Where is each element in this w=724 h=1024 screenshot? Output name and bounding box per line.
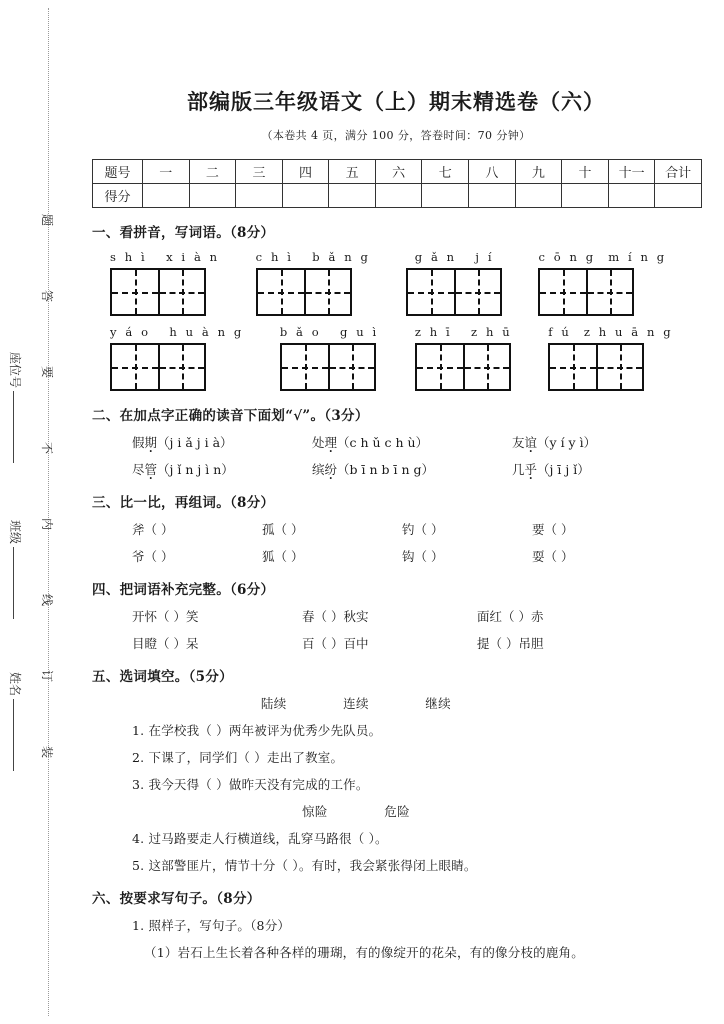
pronunciation-item-4[interactable] (132, 460, 312, 478)
idiom-item-4[interactable]: 目瞪（ ）呆 (132, 636, 199, 651)
dotted-char: 理 (324, 435, 338, 450)
score-cell-8[interactable] (469, 184, 516, 208)
name-label: 姓名 (8, 672, 22, 697)
word-bank-1 (92, 694, 700, 712)
idiom-item-6[interactable]: 提（ ）吊胆 (477, 636, 544, 651)
choices[interactable]: （j ī j ǐ） (537, 462, 590, 477)
section-3 (92, 491, 700, 565)
page-title: 部编版三年级语文（上）期末精选卷（六） (187, 89, 605, 114)
choices[interactable]: （y í y ì） (537, 435, 597, 450)
section-6-heading: 六、按要求写句子。（8分） (92, 891, 261, 907)
section-6-sub-heading: 1. 照样子，写句子。（8分） (132, 918, 291, 933)
score-table (92, 159, 702, 208)
binding-line-column (34, 0, 64, 1024)
pinyin-text-5: y á o h u à n g (110, 325, 244, 339)
tianzige-cell[interactable] (463, 345, 509, 389)
seat-number-field[interactable] (7, 352, 24, 463)
pinyin-text-4: c ō n g m í n g (538, 250, 667, 264)
pinyin-group-3 (406, 250, 502, 316)
col-header-6: 六 (375, 160, 422, 184)
tianzige-cell[interactable] (454, 270, 500, 314)
tianzige-box-7[interactable] (415, 343, 511, 391)
seat-number-label: 座位号 (8, 352, 22, 389)
score-cell-1[interactable] (143, 184, 190, 208)
class-label: 班级 (8, 520, 22, 545)
pinyin-row-2 (110, 325, 700, 391)
score-cell-7[interactable] (422, 184, 469, 208)
compare-row-1 (132, 520, 700, 538)
compare-item-7[interactable]: 钩（ ） (402, 549, 444, 564)
fill-question-2[interactable]: 2. 下课了，同学们（ ）走出了教室。 (132, 750, 344, 765)
word-bank-2 (92, 802, 700, 820)
tianzige-cell[interactable] (158, 345, 204, 389)
word-bank-1-option-2: 连续 (343, 696, 369, 711)
word-head: 几 (512, 462, 525, 477)
pinyin-text-2: c h ì b ǎ n g (255, 250, 371, 264)
score-cell-11[interactable] (608, 184, 655, 208)
tianzige-cell[interactable] (304, 270, 350, 314)
col-header-5: 五 (329, 160, 376, 184)
col-header-2: 二 (189, 160, 236, 184)
row-label-score: 得分 (93, 184, 143, 208)
class-field[interactable] (7, 520, 24, 619)
score-cell-6[interactable] (375, 184, 422, 208)
col-header-10: 十 (562, 160, 609, 184)
binding-char-0: 题 (40, 214, 54, 228)
pinyin-group-6 (280, 325, 379, 391)
name-field[interactable] (7, 672, 24, 771)
idiom-row-1 (132, 607, 700, 625)
fill-question-5[interactable]: 5. 这部警匪片，情节十分（ ）。有时，我会紧张得闭上眼睛。 (132, 858, 477, 873)
pronunciation-item-6[interactable] (512, 460, 590, 478)
compare-item-3[interactable]: 钓（ ） (402, 522, 444, 537)
pinyin-text-6: b ǎ o g u ì (279, 325, 379, 339)
row-label-question-no: 题号 (93, 160, 143, 184)
tianzige-box-3[interactable] (406, 268, 502, 316)
pronunciation-item-5[interactable] (312, 460, 512, 478)
col-header-4: 四 (282, 160, 329, 184)
idiom-item-2[interactable]: 春（ ）秋实 (302, 609, 369, 624)
score-cell-3[interactable] (236, 184, 283, 208)
compare-item-6[interactable]: 狐（ ） (262, 549, 304, 564)
binding-char-1: 答 (40, 290, 54, 304)
fill-question-4[interactable]: 4. 过马路要走人行横道线，乱穿马路很（ ）。 (132, 831, 388, 846)
compare-item-2[interactable]: 孤（ ） (262, 522, 304, 537)
pronunciation-item-2[interactable] (312, 433, 512, 451)
pinyin-text-7: z h ī z h ū (414, 325, 513, 339)
tianzige-cell[interactable] (158, 270, 204, 314)
pinyin-group-5 (110, 325, 244, 391)
idiom-item-1[interactable]: 开怀（ ）笑 (132, 609, 199, 624)
col-header-1: 一 (143, 160, 190, 184)
page-subtitle: （本卷共 4 页，满分 100 分，答卷时间：70 分钟） (261, 129, 531, 142)
compare-item-8[interactable]: 耍（ ） (532, 549, 574, 564)
score-cell-total[interactable] (655, 184, 702, 208)
score-cell-5[interactable] (329, 184, 376, 208)
tianzige-cell[interactable] (417, 345, 463, 389)
dotted-char: 管 (144, 462, 158, 477)
word-bank-1-option-3: 继续 (425, 696, 452, 711)
col-header-9: 九 (515, 160, 562, 184)
score-cell-9[interactable] (515, 184, 562, 208)
section-4-heading: 四、把词语补充完整。（6分） (92, 582, 275, 598)
word-head: 缤 (312, 462, 325, 477)
compare-item-4[interactable]: 要（ ） (532, 522, 574, 537)
compare-row-2 (132, 547, 700, 565)
score-cell-4[interactable] (282, 184, 329, 208)
word-bank-2-option-1: 惊险 (302, 804, 328, 819)
fill-question-3[interactable]: 3. 我今天得（ ）做昨天没有完成的工作。 (132, 777, 369, 792)
name-rule (13, 699, 14, 771)
pronunciation-row-2 (132, 460, 700, 478)
section-6 (92, 887, 700, 961)
choices[interactable]: （j i ǎ j i à） (157, 435, 233, 450)
pronunciation-row-1 (132, 433, 700, 451)
col-header-7: 七 (422, 160, 469, 184)
section-1 (92, 221, 700, 391)
section-1-heading: 一、看拼音，写词语。（8分） (92, 225, 275, 241)
exam-page (78, 0, 724, 1024)
score-cell-10[interactable] (562, 184, 609, 208)
section-6-example-sentence: （1）岩石上生长着各种各样的珊瑚，有的像绽开的花朵，有的像分枝的鹿角。 (144, 945, 584, 960)
tianzige-cell[interactable] (112, 345, 158, 389)
tianzige-box-1[interactable] (110, 268, 206, 316)
binding-char-3: 不 (40, 442, 54, 456)
tianzige-cell[interactable] (586, 270, 632, 314)
pinyin-group-1 (110, 250, 220, 316)
pinyin-group-4 (538, 250, 666, 316)
pinyin-group-8 (548, 325, 673, 391)
choices[interactable]: （b ī n b ī n g） (337, 462, 434, 477)
binding-margin (0, 0, 78, 1024)
word-head: 假 (132, 435, 145, 450)
section-5-heading: 五、选词填空。（5分） (92, 669, 233, 685)
binding-char-7: 装 (40, 746, 54, 760)
word-head: 尽 (132, 462, 145, 477)
binding-char-6: 订 (40, 670, 54, 684)
idiom-row-2 (132, 634, 700, 652)
word-head: 处 (312, 435, 325, 450)
section-3-heading: 三、比一比，再组词。（8分） (92, 495, 275, 511)
binding-dotted-line (48, 8, 49, 1016)
pinyin-row-1 (110, 250, 700, 316)
pinyin-group-2 (256, 250, 371, 316)
section-2 (92, 404, 700, 478)
dotted-char: 纷 (324, 462, 338, 477)
section-5 (92, 665, 700, 874)
dotted-char: 谊 (524, 435, 538, 450)
word-bank-1-option-1: 陆续 (260, 696, 287, 711)
word-bank-2-option-2: 危险 (384, 804, 410, 819)
binding-char-5: 线 (40, 594, 54, 608)
binding-char-2: 要 (40, 366, 54, 380)
col-header-3: 三 (236, 160, 283, 184)
tianzige-cell[interactable] (328, 345, 374, 389)
table-row-scores (93, 184, 702, 208)
col-header-8: 八 (469, 160, 516, 184)
pronunciation-item-1[interactable] (132, 433, 312, 451)
pinyin-group-7 (415, 325, 512, 391)
tianzige-cell[interactable] (596, 345, 642, 389)
col-header-11: 十一 (608, 160, 655, 184)
col-header-total: 合计 (655, 160, 702, 184)
tianzige-cell[interactable] (550, 345, 596, 389)
idiom-item-5[interactable]: 百（ ）百中 (302, 636, 369, 651)
pronunciation-item-3[interactable] (512, 433, 596, 451)
seat-number-rule (13, 391, 14, 463)
compare-item-1[interactable]: 斧（ ） (132, 522, 174, 537)
tianzige-cell[interactable] (408, 270, 454, 314)
tianzige-cell[interactable] (282, 345, 328, 389)
tianzige-box-8[interactable] (548, 343, 644, 391)
binding-char-4: 内 (40, 518, 54, 532)
class-rule (13, 547, 14, 619)
tianzige-box-2[interactable] (256, 268, 352, 316)
idiom-item-3[interactable]: 面红（ ）赤 (477, 609, 544, 624)
student-info-column (4, 0, 34, 1024)
tianzige-cell[interactable] (112, 270, 158, 314)
tianzige-box-6[interactable] (280, 343, 376, 391)
dotted-char: 期 (144, 435, 158, 450)
pinyin-text-1: s h ì x i à n (110, 250, 220, 264)
fill-question-1[interactable]: 1. 在学校我（ ）两年被评为优秀少先队员。 (132, 723, 382, 738)
section-2-heading: 二、在加点字正确的读音下面划“√”。（3分） (92, 408, 369, 424)
tianzige-cell[interactable] (258, 270, 304, 314)
pinyin-text-8: f ú z h u ā n g (548, 325, 674, 339)
score-cell-2[interactable] (189, 184, 236, 208)
pinyin-text-3: g ǎ n j í (414, 250, 495, 264)
tianzige-cell[interactable] (540, 270, 586, 314)
choices[interactable]: （c h ǔ c h ù） (337, 435, 429, 450)
dotted-char: 乎 (524, 462, 538, 477)
tianzige-box-4[interactable] (538, 268, 634, 316)
table-row-question-numbers (93, 160, 702, 184)
section-4 (92, 578, 700, 652)
tianzige-box-5[interactable] (110, 343, 206, 391)
word-head: 友 (512, 435, 525, 450)
choices[interactable]: （j ǐ n j ì n） (157, 462, 234, 477)
compare-item-5[interactable]: 爷（ ） (132, 549, 174, 564)
